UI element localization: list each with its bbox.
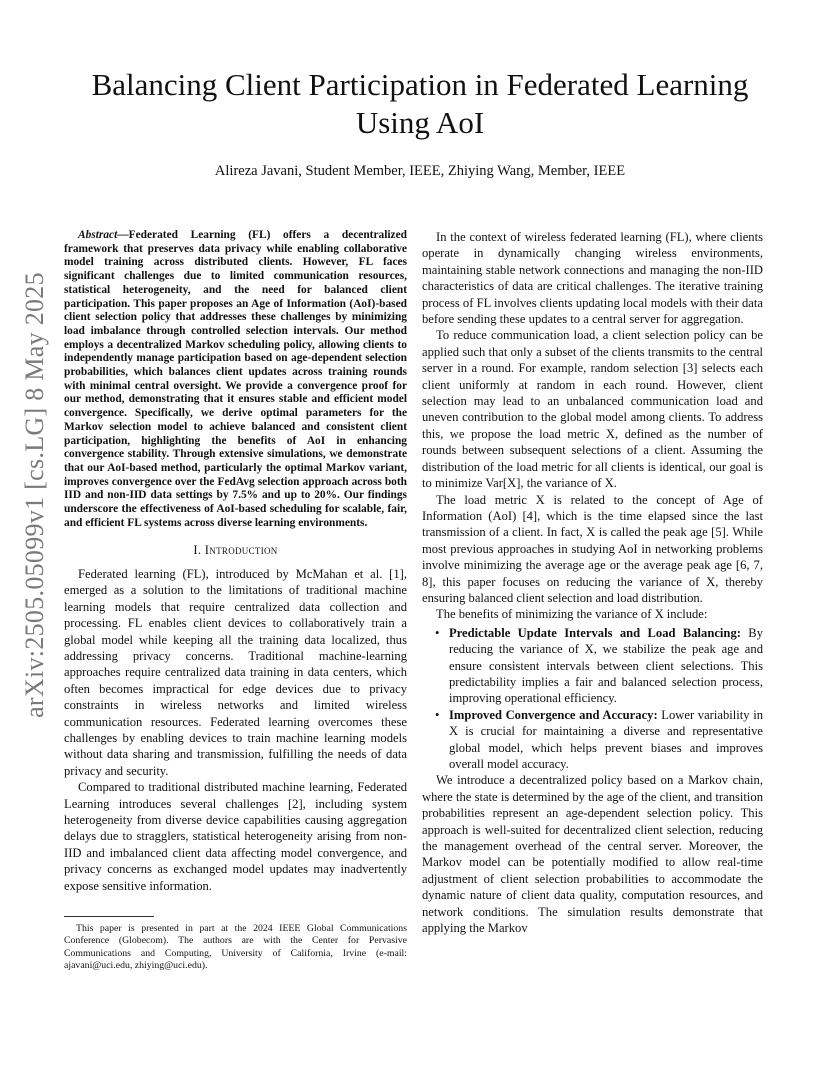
list-item-text: Lower variability in X is crucial for maintaining a diverse and representative global model, which helps prevent biases and improves overall model accuracy. [449, 707, 763, 771]
list-item-label: Predictable Update Intervals and Load Balancing: [449, 625, 741, 640]
footnote: This paper is presented in part at the 2024 IEEE Global Communications Conference (Globecom). The authors are with the Center for Pervasive Communications and Computing, University of California, Irvine (e-mail: ajavani@uci.edu, zhiying@uci.edu). [64, 923, 407, 972]
list-item [422, 707, 763, 773]
list-item-text: By reducing the variance of X, we stabilize the peak age and ensure consistent intervals between client selections. This predictability implies a fair and balanced selection process, improving operational efficiency. [449, 625, 763, 706]
body-paragraph: The benefits of minimizing the variance of X include: [436, 607, 708, 622]
paper-authors: Alireza Javani, Student Member, IEEE, Zhiying Wang, Member, IEEE [214, 163, 626, 179]
left-column [64, 229, 407, 973]
intro-paragraph: Compared to traditional distributed machine learning, Federated Learning introduces several challenges [2], including system heterogeneity from diverse device capabilities causing aggregation delays due to stragglers, statistical heterogeneity arising from non-IID and imbalanced client data affecting model convergence, and privacy concerns as exchanged model updates may inadvertently expose sensitive information. [64, 780, 407, 893]
footnote-divider [64, 916, 154, 917]
list-item [422, 625, 763, 707]
abstract [64, 229, 407, 530]
section-heading: I. Introduction [193, 543, 278, 558]
intro-paragraph: Federated learning (FL), introduced by McMahan et al. [1], emerged as a solution to the limitations of traditional machine learning models that require centralized data collection and processing. FL enables client devices to collaboratively train a global model while keeping all the training data localized, thus addressing privacy concerns. Traditional machine-learning approaches require centralized data training in data centers, which often becomes impractical for edge devices due to privacy constraints in wireless networks and limited wireless communication resources. Federated learning overcomes these challenges by enabling devices to train machine learning models without data sharing and transmission, fulfilling the needs of data privacy and security. [64, 566, 407, 778]
abstract-label: Abstract [78, 229, 118, 241]
benefits-list [422, 625, 763, 773]
body-paragraph: To reduce communication load, a client selection policy can be applied such that only a subset of the clients transmits to the central server in a round. For example, random selection [3] selects each client uniformly at random in each round. However, client selection may lead to an unbalanced communication load and uneven contribution to the global model among clients. To address this, we propose the load metric X, defined as the number of rounds between subsequent selections of a client. Assuming the distribution of the load metric for all clients is identical, our goal is to minimize Var[X], the variance of X. [422, 328, 763, 491]
arxiv-identifier [20, 272, 49, 718]
body-paragraph: In the context of wireless federated learning (FL), where clients operate in dynamically changing wireless environments, maintaining stable network connections and managing the non-IID characteristics of data are critical challenges. The iterative training process of FL involves clients updating local models with their data before sending these updates to a central server for aggregation. [422, 230, 763, 327]
body-paragraph: The load metric X is related to the concept of Age of Information (AoI) [4], which is the time elapsed since the last transmission of a client. In fact, X is called the peak age [5]. While most previous approaches in studying AoI in networking problems involve minimizing the average age or the average peak age [6, 7, 8], this paper focuses on reducing the variance of X, thereby ensuring balanced client selection and load distribution. [422, 492, 763, 605]
abstract-text: —Federated Learning (FL) offers a decentralized framework that preserves data privacy while enabling collaborative model training across distributed clients. However, FL faces significant challenges due to limited communication resources, statistical heterogeneity, and the need for balanced client participation. This paper proposes an Age of Information (AoI)-based client selection policy that addresses these challenges by minimizing load imbalance through controlled selection intervals. Our method employs a decentralized Markov scheduling policy, allowing clients to independently manage participation based on age-dependent selection probabilities, which balances client updates across training rounds with minimal central oversight. We provide a convergence proof for our method, demonstrating that it ensures stable and efficient model convergence. Specifically, we derive optimal parameters for the Markov selection model to achieve balanced and consistent client participation, highlighting the benefits of AoI in enhancing convergence stability. Through extensive simulations, we demonstrate that our AoI-based method, particularly the optimal Markov variant, improves convergence over the FedAvg selection approach across both IID and non-IID data settings by 7.5% and up to 20%. Our findings underscore the effectiveness of AoI-based scheduling for scalable, fair, and efficient FL systems across diverse learning environments. [64, 229, 407, 529]
arxiv-identifier-text: arXiv:2505.05099v1 [cs.LG] 8 May 2025 [20, 272, 49, 718]
body-paragraph: We introduce a decentralized policy based on a Markov chain, where the state is determined by the age of the client, and transition probabilities represent an age-dependent selection policy. This approach is well-suited for decentralized client selection, reducing the management overhead of the central server. Moreover, the Markov model can be potentially modified to allow real-time adjustment of client selection probabilities to accommodate the dynamic nature of client data quality, computation resources, and network conditions. The simulation results demonstrate that applying the Markov [422, 773, 763, 936]
paper-title: Balancing Client Participation in Federated Learning Using AoI [91, 67, 749, 140]
list-item-label: Improved Convergence and Accuracy: [449, 707, 658, 722]
right-column [422, 229, 763, 936]
